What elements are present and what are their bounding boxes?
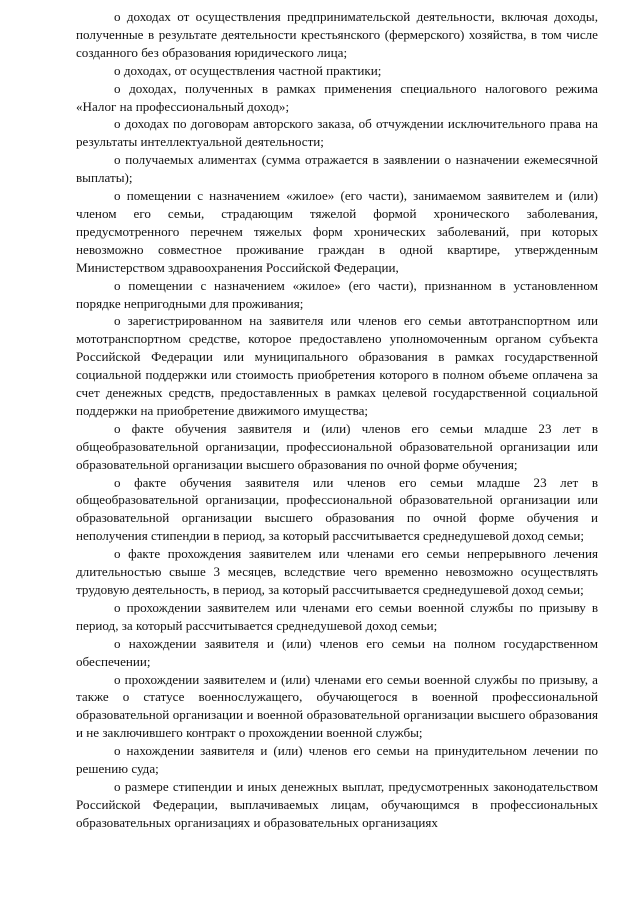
document-page [76,8,598,832]
paragraph-military-status: о прохождении заявителем и (или) членами его семьи военной службы по призыву, а также о статусе военнослужащего, обучающегося в военной профессиональной образовательной организации и военной образовательной организации высшего образования и не заключившего контракт о прохождении военной службы; [76,671,598,741]
paragraph-continuous-treatment: о факте прохождения заявителем или членами его семьи непрерывного лечения длительностью свыше 3 месяцев, вследствие чего временно невозможно осуществлять трудовую деятельность, в период, за который рассчитывается среднедушевой доход семьи; [76,546,598,597]
paragraph-compulsory-treatment: о нахождении заявителя и (или) членов его семьи на принудительном лечении по решению суда; [76,743,598,777]
paragraph-state-support: о нахождении заявителя и (или) членов его семьи на полном государственном обеспечении; [76,635,598,669]
paragraph-residential-premises-illness: о помещении с назначением «жилое» (его части), занимаемом заявителем и (или) членом его семьи, страдающим тяжелой формой хронического заболевания, предусмотренного перечнем тяжелых форм хронических заболеваний, при которых невозможно совместное проживание граждан в одной квартире, утвержденным Министерством здравоохранения Российской Федерации, [76,188,598,275]
paragraph-military-conscription: о прохождении заявителем или членами его семьи военной службы по призыву в период, за который рассчитывается среднедушевой доход семьи; [76,599,598,633]
paragraph-private-practice-income: о доходах, от осуществления частной практики; [114,62,382,78]
paragraph-vehicle: о зарегистрированном на заявителя или членов его семьи автотранспортном или мототранспортном средстве, которое предоставлено уполномоченным органом субъекта Российской Федерации или муниципального образования в рамках государственной социальной поддержки или стоимость приобретения которого в полном объеме оплачена за счет денежных средств, предоставленных в рамках целевой государственной социальной поддержки на приобретение движимого имущества; [76,313,598,418]
paragraph-entrepreneurial-income: о доходах от осуществления предпринимательской деятельности, включая доходы, полученные в результате деятельности крестьянского (фермерского) хозяйства, в том числе созданного без образования юридического лица; [76,9,598,60]
paragraph-unfit-premises: о помещении с назначением «жилое» (его части), признанном в установленном порядке непригодными для проживания; [76,277,598,311]
paragraph-stipend-amount: о размере стипендии и иных денежных выплат, предусмотренных законодательством Российской Федерации, выплачиваемых лицам, обучающимся в профессиональных образовательных организациях и образовательных организациях [76,778,598,830]
paragraph-education-no-stipend: о факте обучения заявителя или членов его семьи младше 23 лет в общеобразовательной организации, профессиональной образовательной организации или образовательной организации высшего образования по очной форме обучения и неполучения стипендии в период, за который рассчитывается среднедушевой доход семьи; [76,474,598,544]
paragraph-copyright-income: о доходах по договорам авторского заказа, об отчуждении исключительного права на результаты интеллектуальной деятельности; [76,116,598,150]
paragraph-alimony: о получаемых алиментах (сумма отражается в заявлении о назначении ежемесячной выплаты); [76,152,598,186]
paragraph-professional-income-tax: о доходах, полученных в рамках применения специального налогового режима «Налог на профессиональный доход»; [76,80,598,114]
paragraph-education-full-time: о факте обучения заявителя и (или) членов его семьи младше 23 лет в общеобразовательной организации, профессиональной образовательной организации или образовательной организации высшего образования по очной форме обучения; [76,420,598,472]
